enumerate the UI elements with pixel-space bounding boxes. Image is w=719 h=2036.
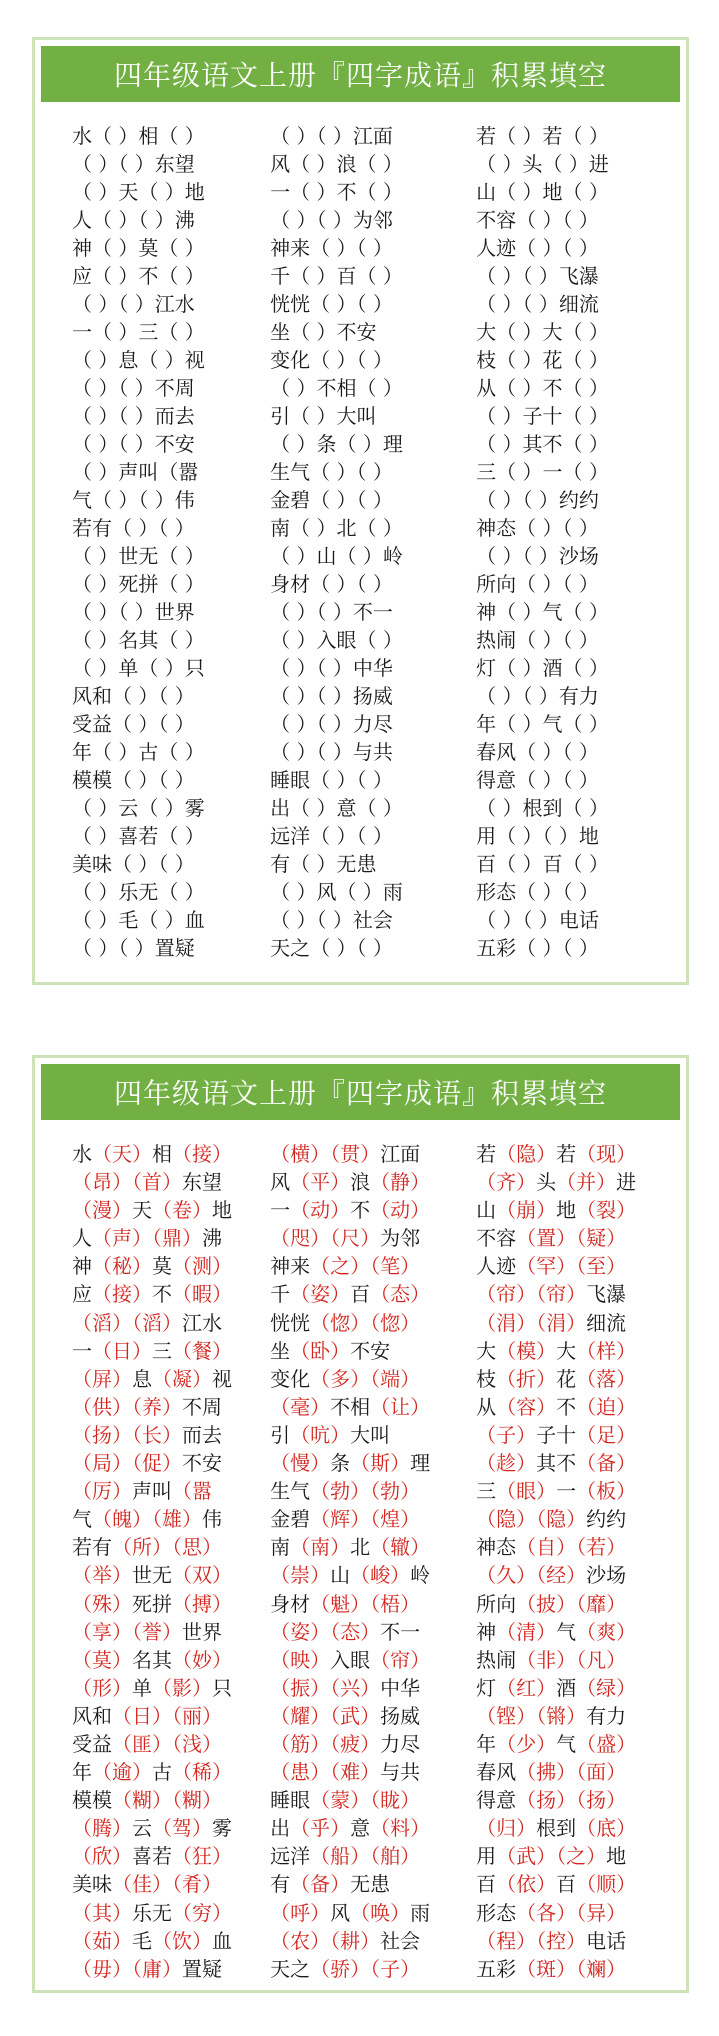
idiom-row: 天之（ ）（ ） (270, 936, 393, 960)
answer-column-3 (469, 1140, 686, 1983)
idiom-row: 大（ ）大（ ） (476, 320, 609, 344)
answer-idiom-row: （漫）天（卷）地 (72, 1198, 232, 1223)
answer-idiom-row: 一（日）三（餐） (72, 1338, 232, 1363)
idiom-row: 得意（ ）（ ） (476, 768, 599, 792)
answer-idiom-row: （扬）（长）而去 (72, 1422, 222, 1447)
idiom-row: （ ）条（ ）理 (270, 432, 403, 456)
answer-idiom-row: （映）入眼（帘） (270, 1647, 431, 1672)
answer-idiom-row: 风（平）浪（静） (270, 1170, 431, 1195)
answer-idiom-row: 千（姿）百（态） (270, 1282, 431, 1307)
idiom-row: 神（ ）气（ ） (476, 600, 609, 624)
answer-column-2 (252, 1140, 469, 1983)
answer-idiom-row: （子）子十（足） (476, 1422, 637, 1447)
answer-idiom-row: 从（容）不（迫） (476, 1394, 637, 1419)
idiom-row: 变化（ ）（ ） (270, 348, 393, 372)
answer-idiom-row: 变化（多）（端） (270, 1366, 421, 1391)
idiom-row: 从（ ）不（ ） (476, 376, 609, 400)
answer-header (41, 1064, 680, 1120)
idiom-row: 用（ ）（ ）地 (476, 824, 599, 848)
idiom-row: 所向（ ）（ ） (476, 572, 599, 596)
idiom-row: （ ）息（ ）视 (72, 348, 205, 372)
idiom-row: 风（ ）浪（ ） (270, 152, 403, 176)
idiom-row: （ ）死拼（ ） (72, 572, 205, 596)
idiom-row: （ ）（ ）有力 (476, 684, 599, 708)
answer-idiom-row: 模模（糊）（糊） (72, 1788, 222, 1813)
answer-idiom-row: 灯（红）酒（绿） (476, 1675, 637, 1700)
answer-idiom-row: 得意（扬）（扬） (476, 1788, 627, 1813)
idiom-row: （ ）（ ）江水 (72, 292, 195, 316)
idiom-row: 一（ ）三（ ） (72, 320, 205, 344)
idiom-row: （ ）世无（ ） (72, 544, 205, 568)
worksheet-column-2 (252, 122, 469, 962)
idiom-row: 人迹（ ）（ ） (476, 236, 599, 260)
answer-idiom-row: （趁）其不（备） (476, 1451, 637, 1476)
answer-idiom-row: 神来（之）（笔） (270, 1254, 421, 1279)
answer-idiom-row: 美味（佳）（肴） (72, 1872, 222, 1897)
idiom-row: （ ）毛（ ）血 (72, 908, 205, 932)
answer-idiom-row: （铿）（锵）有力 (476, 1703, 627, 1728)
idiom-row: （ ）（ ）不安 (72, 432, 195, 456)
idiom-row: （ ）（ ）细流 (476, 292, 599, 316)
answer-idiom-row: （供）（养）不周 (72, 1394, 222, 1419)
idiom-row: 生气（ ）（ ） (270, 460, 393, 484)
idiom-row: 有（ ）无患 (270, 852, 377, 876)
answer-idiom-row: （厉）声叫（嚣 (72, 1479, 212, 1504)
idiom-row: （ ）（ ）中华 (270, 656, 393, 680)
idiom-row: （ ）乐无（ ） (72, 880, 205, 904)
idiom-row: （ ）头（ ）进 (476, 152, 609, 176)
answer-idiom-row: （形）单（影）只 (72, 1675, 232, 1700)
answer-idiom-row: 神（清）气（爽） (476, 1619, 637, 1644)
worksheet-columns (35, 122, 686, 962)
idiom-row: 神（ ）莫（ ） (72, 236, 205, 260)
answer-idiom-row: （殊）死拼（搏） (72, 1591, 232, 1616)
answer-idiom-row: 春风（拂）（面） (476, 1760, 627, 1785)
idiom-row: （ ）（ ）社会 (270, 908, 393, 932)
answer-idiom-row: （涓）（涓）细流 (476, 1310, 627, 1335)
idiom-row: 千（ ）百（ ） (270, 264, 403, 288)
worksheet-title: 四年级语文上册『四字成语』积累填空 (113, 59, 607, 92)
worksheet-column-3 (469, 122, 686, 962)
idiom-row: 风和（ ）（ ） (72, 684, 195, 708)
worksheet-card (32, 37, 689, 985)
worksheet-column-1 (35, 122, 252, 962)
answer-idiom-row: （屏）息（凝）视 (72, 1366, 232, 1391)
idiom-row: （ ）（ ）为邻 (270, 208, 393, 232)
answer-idiom-row: （举）世无（双） (72, 1563, 232, 1588)
answer-idiom-row: （呼）风（唤）雨 (270, 1900, 431, 1925)
answer-idiom-row: 天之（骄）（子） (270, 1956, 421, 1981)
idiom-row: （ ）喜若（ ） (72, 824, 205, 848)
answer-idiom-row: （慢）条（斯）理 (270, 1451, 431, 1476)
idiom-row: （ ）（ ）而去 (72, 404, 195, 428)
idiom-row: 神态（ ）（ ） (476, 516, 599, 540)
answer-idiom-row: （欣）喜若（狂） (72, 1844, 232, 1869)
idiom-row: 灯（ ）酒（ ） (476, 656, 609, 680)
idiom-row: 模模（ ）（ ） (72, 768, 195, 792)
idiom-row: （ ）（ ）江面 (270, 124, 393, 148)
idiom-row: （ ）（ ）不一 (270, 600, 393, 624)
answer-idiom-row: 有（备）无患 (270, 1872, 391, 1897)
answer-idiom-row: 山（崩）地（裂） (476, 1198, 637, 1223)
answer-idiom-row: （昂）（首）东望 (72, 1170, 222, 1195)
answer-idiom-row: 不容（置）（疑） (476, 1226, 627, 1251)
idiom-row: 美味（ ）（ ） (72, 852, 195, 876)
answer-idiom-row: （农）（耕）社会 (270, 1928, 421, 1953)
answer-idiom-row: 恍恍（惚）（惚） (270, 1310, 421, 1335)
answer-idiom-row: 神态（自）（若） (476, 1535, 627, 1560)
idiom-row: 坐（ ）不安 (270, 320, 377, 344)
answer-idiom-row: （患）（难）与共 (270, 1760, 421, 1785)
idiom-row: 睡眼（ ）（ ） (270, 768, 393, 792)
idiom-row: 引（ ）大叫 (270, 404, 377, 428)
idiom-row: 年（ ）气（ ） (476, 712, 609, 736)
idiom-row: 南（ ）北（ ） (270, 516, 403, 540)
answer-idiom-row: （崇）山（峻）岭 (270, 1563, 431, 1588)
answer-idiom-row: 风和（日）（丽） (72, 1703, 222, 1728)
idiom-row: （ ）（ ）与共 (270, 740, 393, 764)
answer-idiom-row: （帘）（帘）飞瀑 (476, 1282, 627, 1307)
idiom-row: 恍恍（ ）（ ） (270, 292, 393, 316)
answer-idiom-row: 大（模）大（样） (476, 1338, 637, 1363)
idiom-row: 受益（ ）（ ） (72, 712, 195, 736)
idiom-row: 应（ ）不（ ） (72, 264, 205, 288)
idiom-row: （ ）山（ ）岭 (270, 544, 403, 568)
answer-idiom-row: （齐）头（并）进 (476, 1170, 637, 1195)
idiom-row: 三（ ）一（ ） (476, 460, 609, 484)
answer-idiom-row: （耀）（武）扬威 (270, 1703, 421, 1728)
answer-idiom-row: （享）（誉）世界 (72, 1619, 222, 1644)
answer-idiom-row: 睡眼（蒙）（眬） (270, 1788, 421, 1813)
idiom-row: 气（ ）（ ）伟 (72, 488, 195, 512)
answer-title: 四年级语文上册『四字成语』积累填空 (113, 1077, 607, 1110)
answer-idiom-row: （振）（兴）中华 (270, 1675, 421, 1700)
idiom-row: （ ）子十（ ） (476, 404, 609, 428)
answer-idiom-row: （毫）不相（让） (270, 1394, 431, 1419)
answer-idiom-row: 坐（卧）不安 (270, 1338, 391, 1363)
answer-idiom-row: 身材（魁）（梧） (270, 1591, 421, 1616)
idiom-row: （ ）（ ）力尽 (270, 712, 393, 736)
worksheet-header (41, 46, 680, 102)
answer-idiom-row: （咫）（尺）为邻 (270, 1226, 421, 1251)
answer-idiom-row: （滔）（滔）江水 (72, 1310, 222, 1335)
idiom-row: （ ）名其（ ） (72, 628, 205, 652)
answer-idiom-row: 人（声）（鼎）沸 (72, 1226, 222, 1251)
answer-idiom-row: 用（武）（之）地 (476, 1844, 627, 1869)
answer-idiom-row: 五彩（斑）（斓） (476, 1956, 627, 1981)
answer-idiom-row: 金碧（辉）（煌） (270, 1507, 421, 1532)
idiom-row: （ ）风（ ）雨 (270, 880, 403, 904)
answer-idiom-row: （久）（经）沙场 (476, 1563, 627, 1588)
answer-idiom-row: （莫）名其（妙） (72, 1647, 232, 1672)
idiom-row: 一（ ）不（ ） (270, 180, 403, 204)
answer-idiom-row: 若有（所）（思） (72, 1535, 222, 1560)
idiom-row: （ ）（ ）东望 (72, 152, 195, 176)
answer-idiom-row: 出（乎）意（料） (270, 1816, 431, 1841)
answer-idiom-row: 年（逾）古（稀） (72, 1760, 232, 1785)
answer-idiom-row: （腾）云（驾）雾 (72, 1816, 232, 1841)
answer-columns (35, 1140, 686, 1983)
idiom-row: （ ）其不（ ） (476, 432, 609, 456)
idiom-row: （ ）（ ）飞瀑 (476, 264, 599, 288)
answer-idiom-row: （横）（贯）江面 (270, 1142, 421, 1166)
answer-idiom-row: （程）（控）电话 (476, 1928, 627, 1953)
answer-idiom-row: 引（吭）大叫 (270, 1422, 391, 1447)
answer-idiom-row: 应（接）不（暇） (72, 1282, 232, 1307)
idiom-row: 枝（ ）花（ ） (476, 348, 609, 372)
idiom-row: （ ）天（ ）地 (72, 180, 205, 204)
answer-idiom-row: 南（南）北（辙） (270, 1535, 431, 1560)
idiom-row: （ ）（ ）沙场 (476, 544, 599, 568)
answer-idiom-row: （其）乐无（穷） (72, 1900, 232, 1925)
idiom-row: 山（ ）地（ ） (476, 180, 609, 204)
idiom-row: （ ）（ ）电话 (476, 908, 599, 932)
answer-idiom-row: 神（秘）莫（测） (72, 1254, 232, 1279)
answer-idiom-row: 受益（匪）（浅） (72, 1731, 222, 1756)
answer-idiom-row: 若（隐）若（现） (476, 1142, 637, 1166)
idiom-row: 人（ ）（ ）沸 (72, 208, 195, 232)
idiom-row: 身材（ ）（ ） (270, 572, 393, 596)
answer-idiom-row: （归）根到（底） (476, 1816, 637, 1841)
idiom-row: （ ）声叫（嚣 (72, 460, 199, 484)
idiom-row: （ ）（ ）扬威 (270, 684, 393, 708)
answer-card (32, 1055, 689, 1993)
answer-idiom-row: 所向（披）（靡） (476, 1591, 627, 1616)
idiom-row: （ ）（ ）不周 (72, 376, 195, 400)
idiom-row: 金碧（ ）（ ） (270, 488, 393, 512)
idiom-row: （ ）单（ ）只 (72, 656, 205, 680)
idiom-row: 不容（ ）（ ） (476, 208, 599, 232)
idiom-row: 远洋（ ）（ ） (270, 824, 393, 848)
idiom-row: （ ）（ ）置疑 (72, 936, 195, 960)
answer-idiom-row: 人迹（罕）（至） (476, 1254, 627, 1279)
answer-idiom-row: 三（眼）一（板） (476, 1479, 637, 1504)
idiom-row: （ ）云（ ）雾 (72, 796, 205, 820)
idiom-row: （ ）（ ）世界 (72, 600, 195, 624)
idiom-row: 春风（ ）（ ） (476, 740, 599, 764)
idiom-row: （ ）（ ）约约 (476, 488, 599, 512)
answer-idiom-row: （筋）（疲）力尽 (270, 1731, 421, 1756)
answer-idiom-row: （隐）（隐）约约 (476, 1507, 627, 1532)
idiom-row: 神来（ ）（ ） (270, 236, 393, 260)
answer-idiom-row: 生气（勃）（勃） (270, 1479, 421, 1504)
answer-idiom-row: （姿）（态）不一 (270, 1619, 421, 1644)
answer-idiom-row: （茹）毛（饮）血 (72, 1928, 232, 1953)
idiom-row: 形态（ ）（ ） (476, 880, 599, 904)
idiom-row: 水（ ）相（ ） (72, 124, 205, 148)
answer-idiom-row: （毋）（庸）置疑 (72, 1956, 222, 1981)
answer-idiom-row: 一（动）不（动） (270, 1198, 431, 1223)
answer-idiom-row: 年（少）气（盛） (476, 1731, 637, 1756)
answer-idiom-row: （局）（促）不安 (72, 1451, 222, 1476)
answer-idiom-row: 热闹（非）（凡） (476, 1647, 627, 1672)
idiom-row: 若（ ）若（ ） (476, 124, 609, 148)
idiom-row: 若有（ ）（ ） (72, 516, 195, 540)
idiom-row: 百（ ）百（ ） (476, 852, 609, 876)
answer-idiom-row: 形态（各）（异） (476, 1900, 627, 1925)
answer-idiom-row: 气（魄）（雄）伟 (72, 1507, 222, 1532)
answer-idiom-row: 远洋（船）（舶） (270, 1844, 421, 1869)
idiom-row: 热闹（ ）（ ） (476, 628, 599, 652)
idiom-row: 五彩（ ）（ ） (476, 936, 599, 960)
answer-column-1 (35, 1140, 252, 1983)
idiom-row: （ ）根到（ ） (476, 796, 609, 820)
idiom-row: 年（ ）古（ ） (72, 740, 205, 764)
answer-idiom-row: 枝（折）花（落） (476, 1366, 637, 1391)
idiom-row: （ ）不相（ ） (270, 376, 403, 400)
idiom-row: （ ）入眼（ ） (270, 628, 403, 652)
answer-idiom-row: 水（天）相（接） (72, 1142, 232, 1166)
idiom-row: 出（ ）意（ ） (270, 796, 403, 820)
answer-idiom-row: 百（依）百（顺） (476, 1872, 637, 1897)
